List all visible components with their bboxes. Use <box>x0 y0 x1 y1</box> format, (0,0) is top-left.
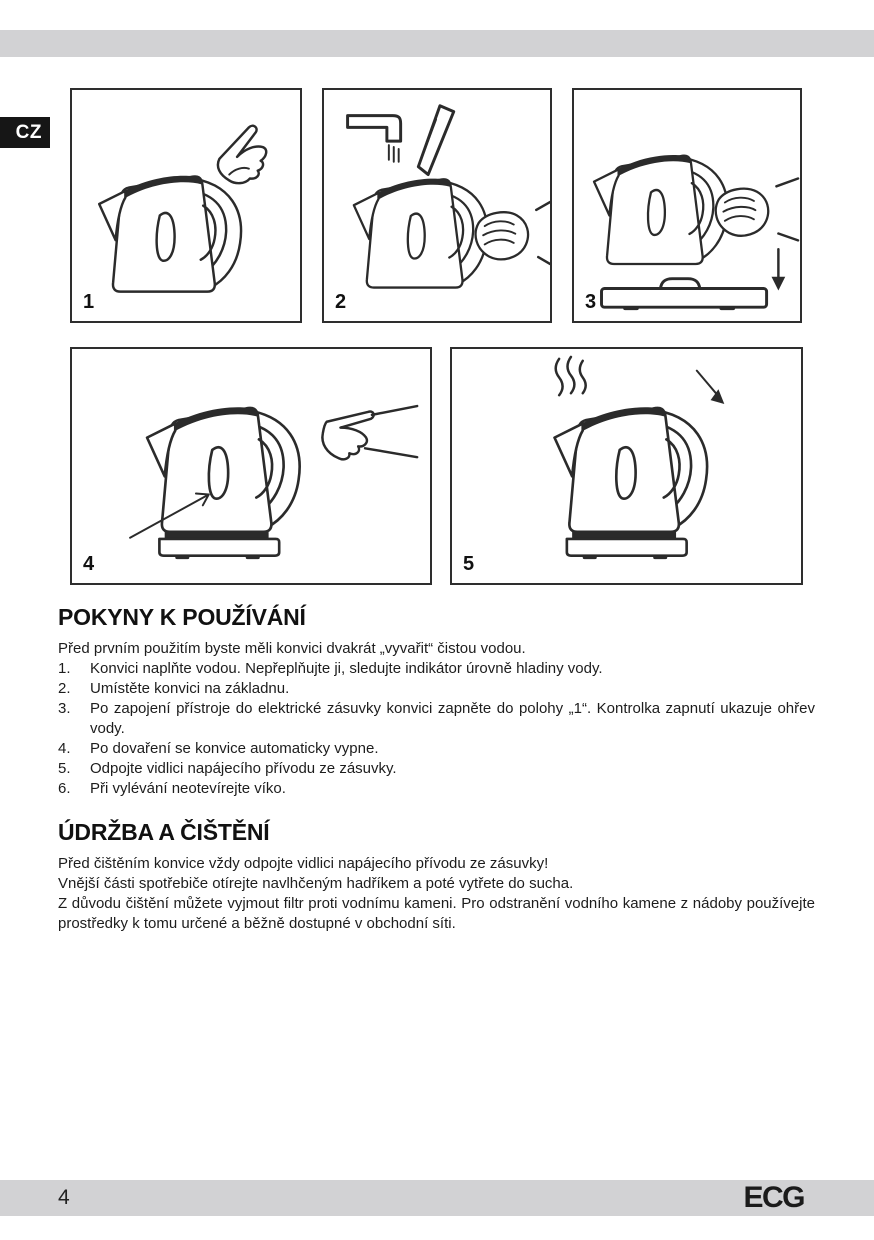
gripping-hand-icon <box>476 212 528 259</box>
kettle-on-base-drawing <box>555 407 708 557</box>
tap-icon <box>348 116 401 162</box>
top-divider-bar <box>0 30 874 57</box>
page-number: 4 <box>58 1186 70 1209</box>
list-item-number: 5. <box>58 760 71 777</box>
list-item <box>58 699 815 739</box>
open-lid-icon <box>418 106 453 175</box>
list-item-text: Odpojte vidlici napájecího přívodu ze zásuvky. <box>90 760 397 777</box>
list-item-number: 4. <box>58 740 71 757</box>
down-arrow-icon <box>772 249 786 290</box>
language-tab-label: CZ <box>15 121 42 143</box>
list-item-number: 2. <box>58 680 71 697</box>
figure-1-number: 1 <box>83 291 95 313</box>
list-item-text: Umístěte konvici na základnu. <box>90 680 290 697</box>
kettle-drawing <box>594 155 727 264</box>
list-item-text: Při vylévání neotevírejte víko. <box>90 780 286 797</box>
figure-4-illustration <box>72 349 430 583</box>
maintenance-paragraph: Vnější části spotřebiče otírejte navlhčeným hadříkem a poté vytřete do sucha. <box>58 875 574 892</box>
figure-4-number: 4 <box>83 553 95 575</box>
figure-3-number: 3 <box>585 291 597 313</box>
base-drawing <box>602 279 767 308</box>
list-item-number: 6. <box>58 780 71 797</box>
figure-1-box <box>70 88 302 323</box>
usage-intro: Před prvním použitím byste měli konvici dvakrát „vyvařit“ čistou vodou. <box>58 640 526 657</box>
ecg-logo: ECG <box>743 1181 804 1214</box>
list-item <box>58 659 815 679</box>
section-heading-usage: POKYNY K POUŽÍVÁNÍ <box>58 604 306 630</box>
arm-lines <box>536 202 550 264</box>
kettle-on-base-drawing <box>147 407 300 557</box>
list-item-text: Po dovaření se konvice automaticky vypne. <box>90 740 379 757</box>
kettle-drawing <box>354 179 487 288</box>
section-heading-maintenance: ÚDRŽBA A ČIŠTĚNÍ <box>58 819 270 845</box>
figure-3-box <box>572 88 802 323</box>
figure-5-number: 5 <box>463 553 475 575</box>
pointing-hand-icon <box>322 406 417 459</box>
list-item <box>58 739 815 759</box>
footer-bar <box>0 1180 874 1216</box>
list-item <box>58 679 815 699</box>
arm-lines <box>776 178 798 240</box>
maintenance-paragraph: Z důvodu čištění můžete vyjmout filtr proti vodnímu kameni. Pro odstranění vodního kamene z nádoby používejte prostředky k tomu určené a běžně dostupné v obchodní síti. <box>58 895 815 932</box>
figure-2-illustration <box>324 90 550 321</box>
list-item <box>58 759 815 779</box>
list-item-number: 3. <box>58 700 71 717</box>
figure-5-illustration <box>452 349 801 583</box>
figure-2-box <box>322 88 552 323</box>
list-item <box>58 779 815 799</box>
figure-2-number: 2 <box>335 291 347 313</box>
pointing-hand-icon <box>218 126 266 183</box>
figure-4-box <box>70 347 432 585</box>
language-tab <box>0 117 50 148</box>
switch-arrow-icon <box>697 371 725 404</box>
list-item-text: Konvici naplňte vodou. Nepřeplňujte ji, sledujte indikátor úrovně hladiny vody. <box>90 660 603 677</box>
text-content <box>58 604 815 934</box>
usage-steps-list <box>58 659 815 799</box>
steam-icon <box>556 357 586 395</box>
list-item-text: Po zapojení přístroje do elektrické zásuvky konvici zapněte do polohy „1“. Kontrolka zapnutí ukazuje ohřev vody. <box>90 700 815 737</box>
kettle-drawing <box>99 176 241 292</box>
maintenance-paragraph: Před čištěním konvice vždy odpojte vidlici napájecího přívodu ze zásuvky! <box>58 855 549 872</box>
figure-1-illustration <box>72 90 300 321</box>
figure-3-illustration <box>574 90 800 321</box>
gripping-hand-icon <box>716 189 768 236</box>
list-item-number: 1. <box>58 660 71 677</box>
figure-5-box <box>450 347 803 585</box>
